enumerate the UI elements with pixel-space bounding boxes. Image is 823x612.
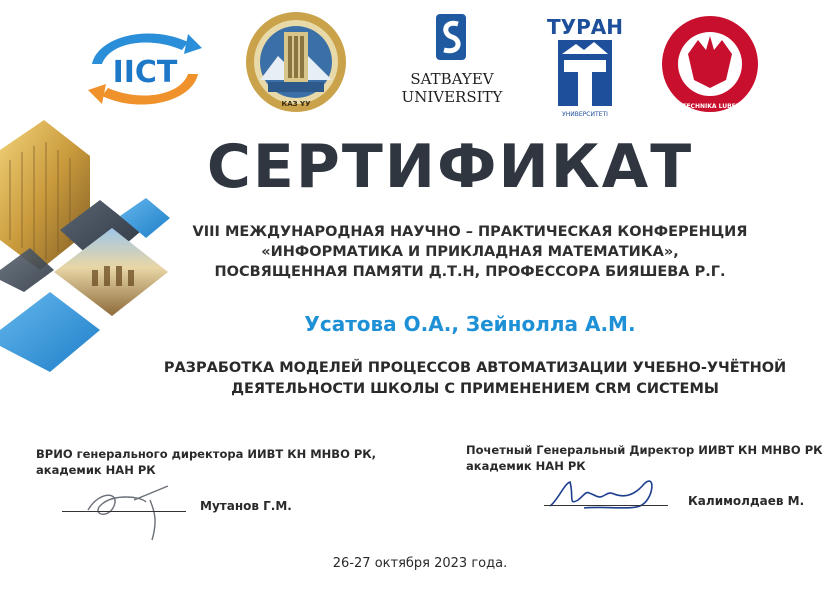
event-date: 26-27 октября 2023 года. (332, 556, 508, 571)
left-signatory-title (36, 446, 416, 478)
right-signatory-title-line-1: Почетный Генеральный Директор ИИВТ КН МНВО РК (466, 443, 823, 457)
satbayev-line1: SATBAYEV (410, 70, 494, 88)
logo-row (0, 0, 792, 125)
right-signatory-title-line-2: академик НАН РК (466, 459, 586, 473)
authors: Усатова О.А., Зейнолла А.М. (304, 312, 636, 336)
conference-info (170, 222, 770, 282)
kaznu-seal-text: КАЗ ҰУ (281, 100, 311, 108)
turan-logo (547, 10, 623, 118)
right-signature (544, 470, 668, 520)
iict-logo (80, 24, 210, 114)
lublin-logo (660, 14, 760, 114)
left-signature-line (62, 511, 186, 512)
turan-logo-top: ТУРАН (547, 15, 623, 39)
turan-logo-bottom: УНИВЕРСИТЕТІ (562, 111, 608, 118)
right-signatory-name: Калимолдаев М. (688, 494, 805, 508)
topic-line-1: РАЗРАБОТКА МОДЕЛЕЙ ПРОЦЕССОВ АВТОМАТИЗАЦИИ УЧЕБНО-УЧЁТНОЙ (163, 360, 787, 376)
iict-logo-text: IICT (112, 55, 178, 90)
satbayev-line2: UNIVERSITY (401, 88, 503, 106)
lublin-logo-text: POLITECHNIKA LUBELSKA (666, 103, 754, 110)
left-signature (80, 480, 190, 546)
left-signatory-name: Мутанов Г.М. (200, 499, 292, 513)
conference-line-3: ПОСВЯЩЕННАЯ ПАМЯТИ Д.Т.Н, ПРОФЕССОРА БИЯШЕВА Р.Г. (214, 264, 726, 280)
conference-line-1: VIII МЕЖДУНАРОДНАЯ НАУЧНО – ПРАКТИЧЕСКАЯ КОНФЕРЕНЦИЯ (192, 224, 748, 240)
certificate-title: СЕРТИФИКАТ (206, 132, 694, 202)
conference-line-2: «ИНФОРМАТИКА И ПРИКЛАДНАЯ МАТЕМАТИКА», (261, 244, 679, 260)
paper-topic (160, 358, 790, 400)
satbayev-logo (400, 12, 504, 112)
left-signatory-title-line-2: академик НАН РК (36, 463, 156, 477)
topic-line-2: ДЕЯТЕЛЬНОСТИ ШКОЛЫ С ПРИМЕНЕНИЕМ CRM СИСТЕМЫ (231, 381, 719, 397)
kaznu-seal (244, 10, 348, 114)
right-signature-line (544, 505, 668, 506)
left-signatory-title-line-1: ВРИО генерального директора ИИВТ КН МНВО РК, (36, 447, 377, 461)
